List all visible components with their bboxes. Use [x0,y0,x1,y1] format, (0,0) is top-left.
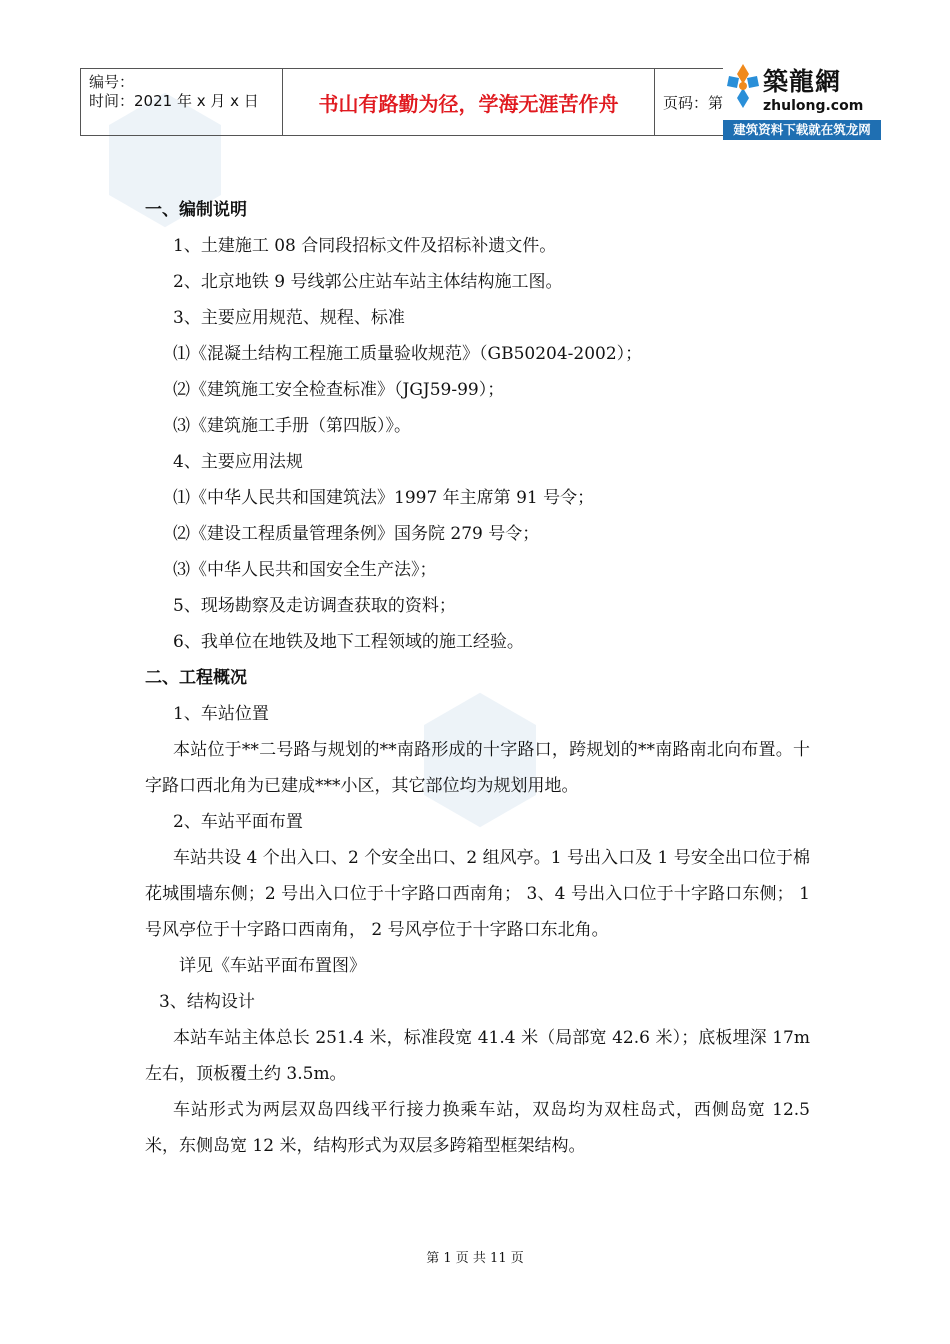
logo-name: 築龍網 [763,67,842,96]
list-item: ⑵《建设工程质量管理条例》国务院 279 号令； [173,524,540,544]
logo-url: zhulong.com [763,98,864,114]
zhulong-logo [723,58,881,142]
section-title: 一、编制说明 [145,200,247,220]
subsection-title: 3、结构设计 [159,992,255,1012]
paragraph: 本站位于**二号路与规划的**南路形成的十字路口，跨规划的**南路南北向布置。十字路口西北角为已建成***小区，其它部位均为规划用地。 [145,740,810,796]
list-item: ⑵《建筑施工安全检查标准》（JGJ59-99）； [173,380,505,400]
list-item: ⑶《中华人民共和国安全生产法》； [173,560,437,580]
page-footer: 第 1 页 共 11 页 [426,1251,524,1266]
list-item: 3、主要应用规范、规程、标准 [173,308,405,328]
header-motto: 书山有路勤为径，学海无涯苦作舟 [283,69,655,135]
subsection-title: 2、车站平面布置 [173,812,303,832]
paragraph: 车站形式为两层双岛四线平行接力换乘车站，双岛均为双柱岛式，西侧岛宽 12.5 米，东侧岛宽 12 米，结构形式为双层多跨箱型框架结构。 [145,1100,810,1156]
subsection-title: 1、车站位置 [173,704,269,724]
list-item: ⑴《混凝土结构工程施工质量验收规范》（GB50204-2002）； [173,344,643,364]
zhulong-snowflake-icon [725,62,761,112]
list-item: 1、土建施工 08 合同段招标文件及招标补遗文件。 [173,236,557,256]
list-item: ⑶《建筑施工手册（第四版）》。 [173,416,411,436]
paragraph: 本站车站主体总长 251.4 米，标准段宽 41.4 米（局部宽 42.6 米）；底板埋深 17m 左右，顶板覆土约 3.5m。 [145,1028,810,1084]
list-item: 2、北京地铁 9 号线郭公庄站车站主体结构施工图。 [173,272,563,292]
document-number-label: 编号： [89,73,135,91]
header-info [81,69,283,135]
list-item: 5、现场勘察及走访调查获取的资料； [173,596,456,616]
logo-tagline: 建筑资料下载就在筑龙网 [723,120,881,140]
list-item: 4、主要应用法规 [173,452,303,472]
list-item: ⑴《中华人民共和国建筑法》1997 年主席第 91 号令； [173,488,595,508]
section-title: 二、工程概况 [145,668,247,688]
paragraph: 车站共设 4 个出入口、2 个安全出口、2 组风亭。1 号出入口及 1 号安全出口位于棉花城围墙东侧；2 号出入口位于十字路口西南角； 3、4 号出入口位于十字路口东侧； 1 号风亭位于十字路口西南角， 2 号风亭位于十字路口东北角。 [145,848,810,940]
list-item: 6、我单位在地铁及地下工程领域的施工经验。 [173,632,524,652]
document-body [145,192,810,1164]
reference-note: 详见《车站平面布置图》 [179,956,366,976]
document-time-label: 时间：2021 年 x 月 x 日 [89,92,259,110]
page-label-text: 页码：第 [663,93,724,112]
